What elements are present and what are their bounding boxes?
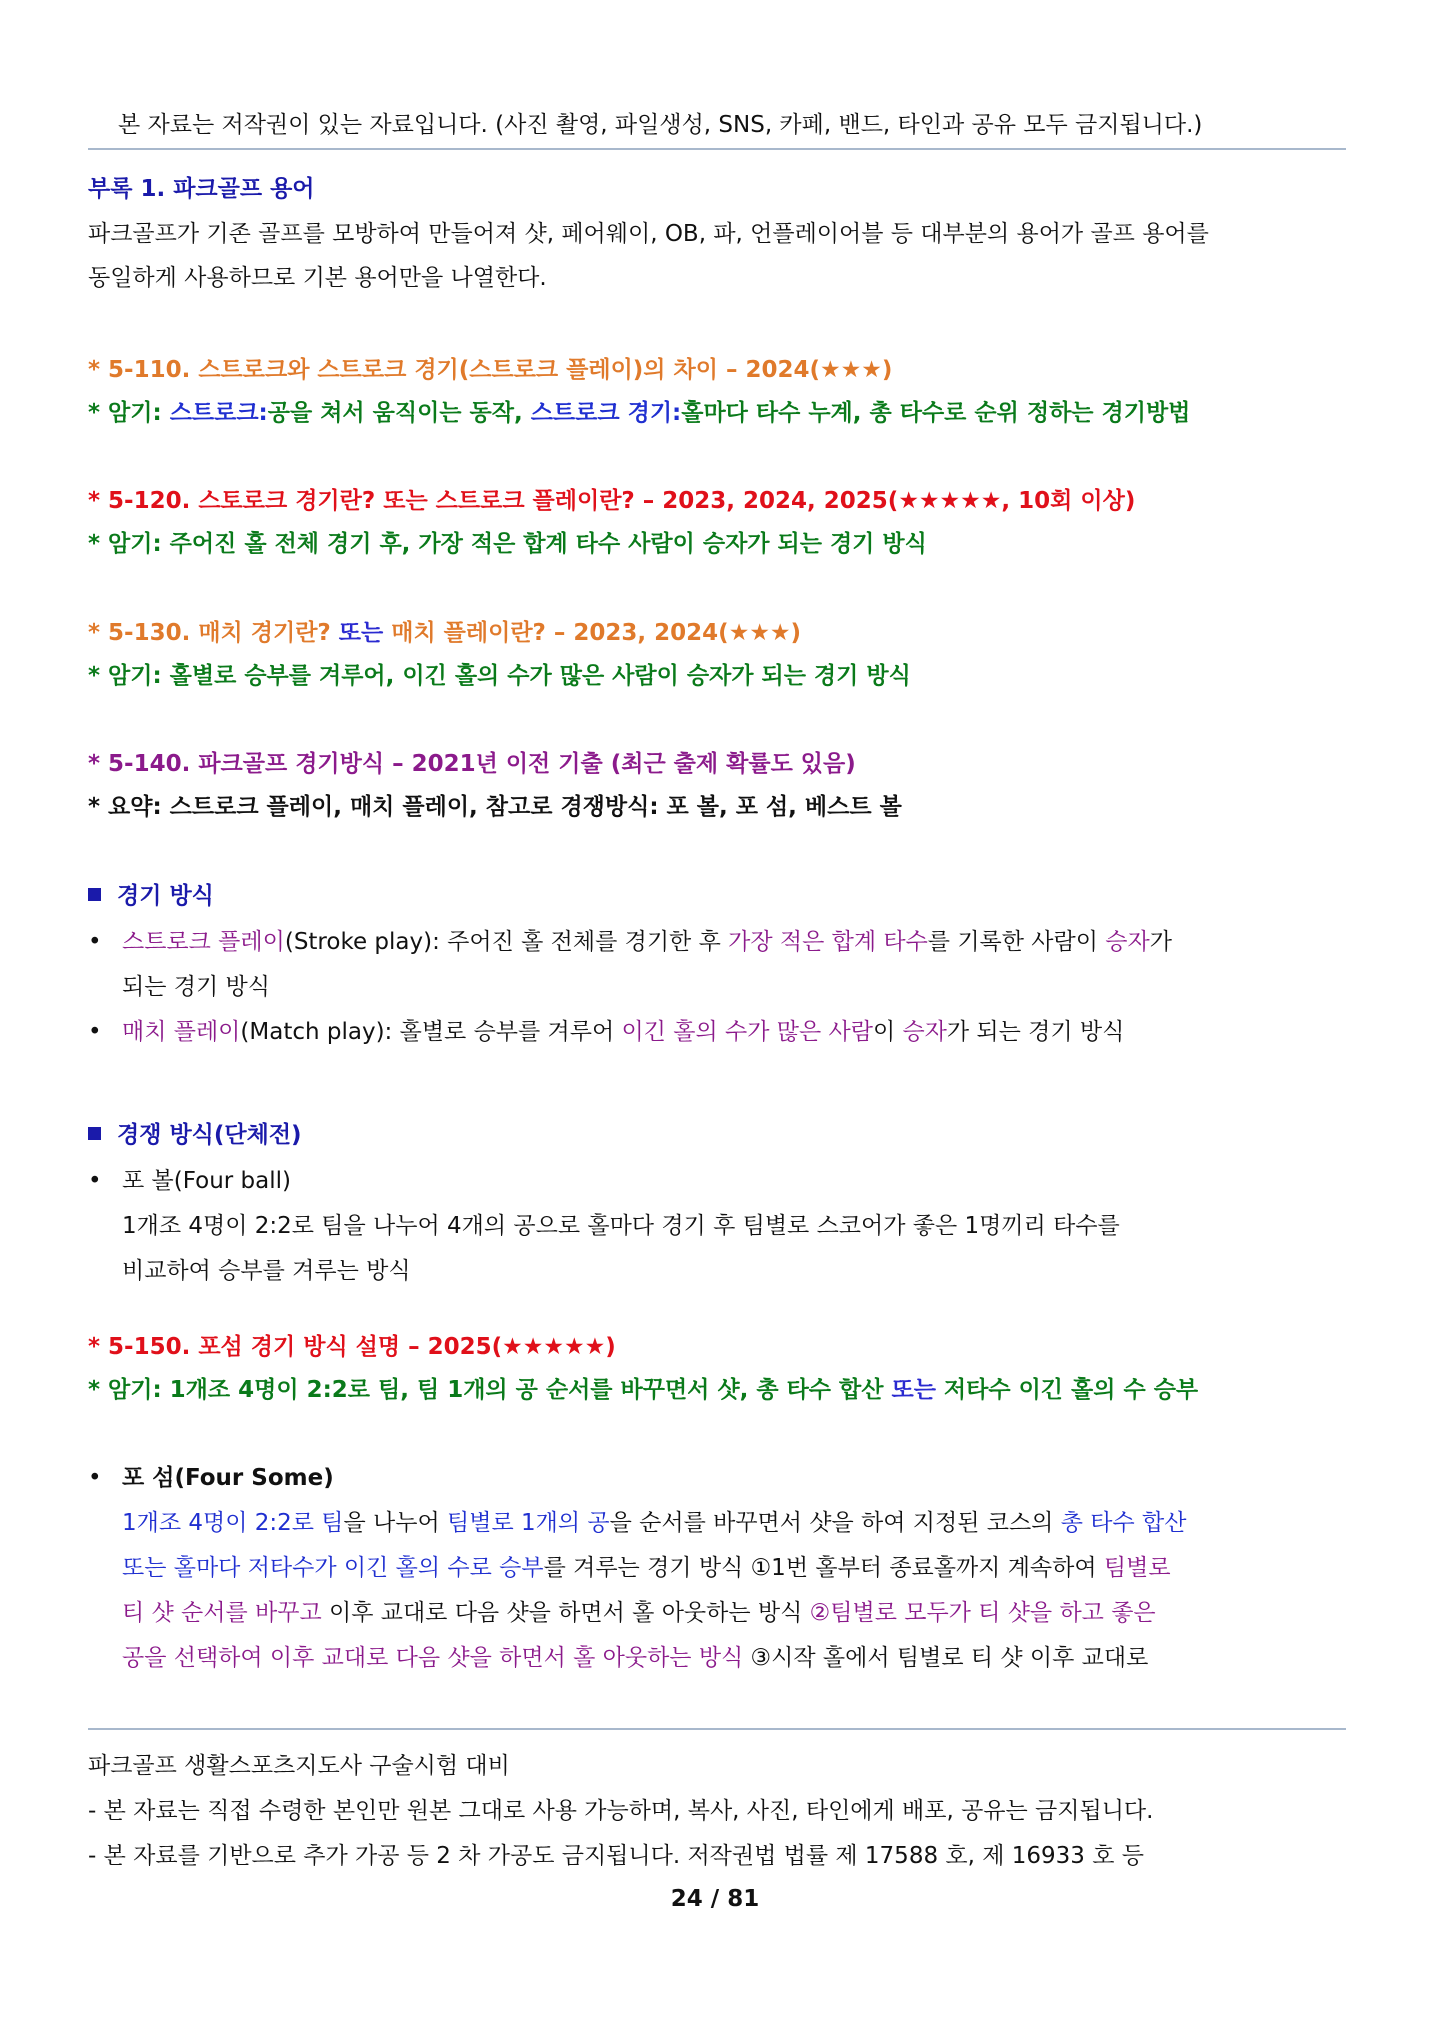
four-ball-title: 포 볼(Four ball) bbox=[122, 1168, 291, 1194]
footer-title: 파크골프 생활스포츠지도사 구술시험 대비 bbox=[88, 1753, 510, 1779]
foursome-line2 bbox=[122, 1551, 1171, 1585]
stroke-play-line2: 되는 경기 방식 bbox=[122, 974, 270, 1000]
question-5-140-summary: * 요약: 스트로크 플레이, 매치 플레이, 참고로 경쟁방식: 포 볼, 포 섬, 베스트 볼 bbox=[88, 794, 902, 820]
bullet-icon: • bbox=[88, 1465, 102, 1491]
footer-divider bbox=[88, 1728, 1346, 1730]
footer-note-1: - 본 자료는 직접 수령한 본인만 원본 그대로 사용 가능하며, 복사, 사진, 타인에게 배포, 공유는 금지됩니다. bbox=[88, 1798, 1154, 1824]
foursome-l1-b: 을 나누어 bbox=[343, 1510, 448, 1536]
foursome-l1-e: 총 타수 합산 bbox=[1060, 1510, 1187, 1536]
memo-part-a: * 암기: 1개조 4명이 2:2로 팀, 팀 1개의 공 순서를 바꾸면서 샷, 총 타수 합산 bbox=[88, 1377, 892, 1403]
stroke-play-desc: (Stroke play): 주어진 홀 전체를 경기한 후 bbox=[284, 929, 729, 955]
question-5-140-title: * 5-140. 파크골프 경기방식 – 2021년 이전 기출 (최근 출제 확률도 있음) bbox=[88, 751, 856, 777]
question-5-120-title: * 5-120. 스토로크 경기란? 또는 스트로크 플레이란? – 2023, 2024, 2025(★★★★★, 10회 이상) bbox=[88, 488, 1136, 514]
memo-or: 또는 bbox=[891, 1377, 936, 1403]
foursome-l1-c: 팀별로 1개의 공 bbox=[447, 1510, 610, 1536]
question-5-130-title bbox=[88, 616, 801, 650]
memo-term-stroke-game: 스트로크 경기: bbox=[530, 400, 682, 426]
foursome-l2-b: 를 겨루는 경기 방식 ①1번 홀부터 종료홀까지 계속하여 bbox=[543, 1555, 1104, 1581]
match-play-term: 매치 플레이 bbox=[122, 1019, 241, 1045]
stroke-play-item bbox=[122, 925, 1172, 959]
memo-def-stroke: 공을 쳐서 움직이는 동작, bbox=[267, 400, 531, 426]
foursome-line4 bbox=[122, 1641, 1148, 1675]
stroke-play-highlight: 가장 적은 합계 타수 bbox=[728, 929, 928, 955]
foursome-l2-c: 팀별로 bbox=[1103, 1555, 1171, 1581]
stroke-play-desc-mid: 를 기록한 사람이 bbox=[927, 929, 1106, 955]
stroke-play-desc-end: 가 bbox=[1149, 929, 1172, 955]
title-part-b: 매치 플레이란? – 2023, 2024(★★★) bbox=[383, 620, 802, 646]
four-ball-desc-line2: 비교하여 승부를 겨루는 방식 bbox=[122, 1258, 411, 1284]
foursome-l4-b: ③시작 홀에서 팀별로 티 샷 이후 교대로 bbox=[743, 1645, 1149, 1671]
match-play-desc-mid: 이 bbox=[872, 1019, 903, 1045]
header-divider bbox=[88, 148, 1346, 150]
question-5-130-memo: * 암기: 홀별로 승부를 겨루어, 이긴 홀의 수가 많은 사람이 승자가 되는 경기 방식 bbox=[88, 663, 911, 689]
match-play-winner: 승자 bbox=[902, 1019, 947, 1045]
question-5-110-memo bbox=[88, 396, 1190, 430]
foursome-l3-c: ②팀별로 모두가 티 샷을 하고 좋은 bbox=[809, 1600, 1156, 1626]
foursome-l1-d: 을 순서를 바꾸면서 샷을 하여 지정된 코스의 bbox=[609, 1510, 1061, 1536]
question-5-150-title: * 5-150. 포섬 경기 방식 설명 – 2025(★★★★★) bbox=[88, 1334, 616, 1360]
foursome-line3 bbox=[122, 1596, 1156, 1630]
stroke-play-winner: 승자 bbox=[1105, 929, 1150, 955]
square-bullet-icon bbox=[88, 1127, 101, 1140]
section-heading-text: 경기 방식 bbox=[117, 883, 214, 909]
stroke-play-term: 스트로크 플레이 bbox=[122, 929, 285, 955]
foursome-l3-b: 이후 교대로 다음 샷을 하면서 홀 아웃하는 방식 bbox=[321, 1600, 810, 1626]
appendix-intro-line2: 동일하게 사용하므로 기본 용어만을 나열한다. bbox=[88, 265, 547, 291]
foursome-l2-a: 또는 홀마다 저타수가 이긴 홀의 수로 승부 bbox=[122, 1555, 544, 1581]
section-competition-heading bbox=[88, 1118, 302, 1152]
bullet-icon: • bbox=[88, 929, 102, 955]
memo-def-stroke-game: 홀마다 타수 누계, 총 타수로 순위 정하는 경기방법 bbox=[681, 400, 1191, 426]
memo-term-stroke: 스트로크: bbox=[169, 400, 268, 426]
memo-part-b: 저타수 이긴 홀의 수 승부 bbox=[935, 1377, 1199, 1403]
appendix-title: 부록 1. 파크골프 용어 bbox=[88, 176, 315, 202]
appendix-intro-line1: 파크골프가 기존 골프를 모방하여 만들어져 샷, 페어웨이, OB, 파, 언플레이어블 등 대부분의 용어가 골프 용어를 bbox=[88, 221, 1209, 247]
match-play-desc: (Match play): 홀별로 승부를 겨루어 bbox=[240, 1019, 622, 1045]
foursome-l1-a: 1개조 4명이 2:2로 팀 bbox=[122, 1510, 344, 1536]
title-part-a: * 5-130. 매치 경기란? bbox=[88, 620, 339, 646]
memo-prefix: * 암기: bbox=[88, 400, 170, 426]
foursome-line1 bbox=[122, 1506, 1186, 1540]
foursome-title: 포 섬(Four Some) bbox=[122, 1465, 334, 1491]
match-play-desc-end: 가 되는 경기 방식 bbox=[946, 1019, 1125, 1045]
question-5-110-title: * 5-110. 스트로크와 스트로크 경기(스트로크 플레이)의 차이 – 2024(★★★) bbox=[88, 357, 893, 383]
foursome-l3-a: 티 샷 순서를 바꾸고 bbox=[122, 1600, 322, 1626]
four-ball-desc-line1: 1개조 4명이 2:2로 팀을 나누어 4개의 공으로 홀마다 경기 후 팀별로 스코어가 좋은 1명끼리 타수를 bbox=[122, 1213, 1120, 1239]
bullet-icon: • bbox=[88, 1168, 102, 1194]
bullet-icon: • bbox=[88, 1019, 102, 1045]
square-bullet-icon bbox=[88, 888, 101, 901]
page-number: 24 / 81 bbox=[670, 1886, 760, 1912]
section-game-heading bbox=[88, 879, 214, 913]
question-5-120-memo: * 암기: 주어진 홀 전체 경기 후, 가장 적은 합계 타수 사람이 승자가 되는 경기 방식 bbox=[88, 531, 927, 557]
copyright-notice: 본 자료는 저작권이 있는 자료입니다. (사진 촬영, 파일생성, SNS, 카페, 밴드, 타인과 공유 모두 금지됩니다.) bbox=[118, 112, 1203, 138]
match-play-highlight: 이긴 홀의 수가 많은 사람 bbox=[621, 1019, 873, 1045]
question-5-150-memo bbox=[88, 1373, 1198, 1407]
title-or: 또는 bbox=[338, 620, 384, 646]
foursome-l4-a: 공을 선택하여 이후 교대로 다음 샷을 하면서 홀 아웃하는 방식 bbox=[122, 1645, 744, 1671]
match-play-item bbox=[122, 1015, 1124, 1049]
footer-note-2: - 본 자료를 기반으로 추가 가공 등 2 차 가공도 금지됩니다. 저작권법 법률 제 17588 호, 제 16933 호 등 bbox=[88, 1843, 1144, 1869]
section-heading-text: 경쟁 방식(단체전) bbox=[117, 1122, 302, 1148]
